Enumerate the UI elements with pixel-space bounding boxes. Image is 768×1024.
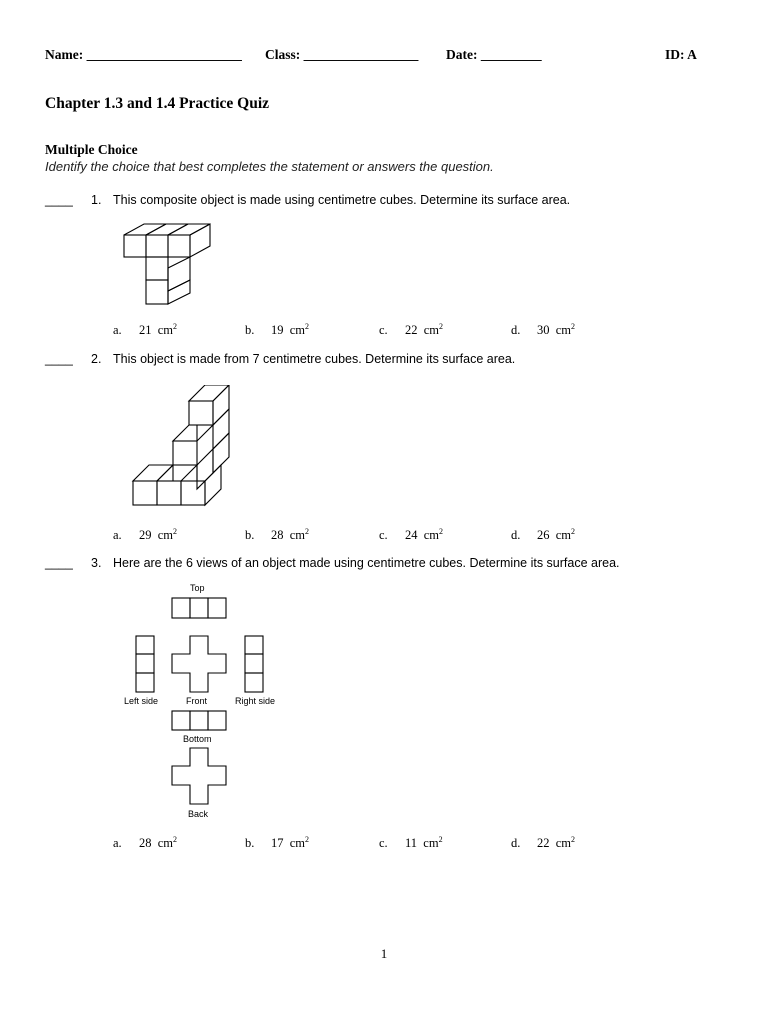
class-field	[265, 47, 418, 63]
question-text: This composite object is made using centimetre cubes. Determine its surface area.	[113, 193, 571, 207]
question-number: 3.	[91, 556, 102, 570]
question-text: This object is made from 7 centimetre cubes. Determine its surface area.	[113, 352, 516, 366]
choice-b[interactable]: b. 19 $cm^2$	[245, 322, 310, 338]
date-label: Date:	[446, 47, 478, 62]
composite-cube-figure	[120, 222, 220, 310]
choice-d[interactable]: d. 22 $cm^2$	[511, 835, 576, 851]
choice-c[interactable]: c. 24 $cm^2$	[379, 527, 444, 543]
choice-c[interactable]: c. 22 $cm^2$	[379, 322, 444, 338]
view-label-bottom: Bottom	[183, 734, 212, 744]
choice-b[interactable]: b. 28 $cm^2$	[245, 527, 310, 543]
choice-a[interactable]: a. 29 $cm^2$	[113, 527, 178, 543]
view-label-top: Top	[190, 583, 205, 593]
id-label: ID: A	[665, 47, 697, 62]
name-blank: _______________________	[86, 47, 242, 62]
answer-blank: ____	[45, 193, 73, 207]
class-blank: _________________	[303, 47, 419, 62]
choice-a[interactable]: a. 21 $cm^2$	[113, 322, 178, 338]
question-text: Here are the 6 views of an object made using centimetre cubes. Determine its surface area.	[113, 556, 620, 570]
answer-blank: ____	[45, 352, 73, 366]
choice-d[interactable]: d. 30 $cm^2$	[511, 322, 576, 338]
view-label-back: Back	[188, 809, 209, 819]
quiz-title: Chapter 1.3 and 1.4 Practice Quiz	[45, 95, 270, 112]
section-instructions: Identify the choice that best completes the statement or answers the question.	[45, 159, 494, 174]
question-number: 1.	[91, 193, 102, 207]
name-field	[45, 47, 242, 63]
question-number: 2.	[91, 352, 102, 366]
date-field	[446, 47, 542, 63]
view-label-right: Right side	[235, 696, 276, 706]
answer-blank: ____	[45, 556, 73, 570]
staircase-cube-figure	[130, 385, 240, 507]
date-blank: _________	[480, 47, 542, 62]
page-number: 1	[380, 946, 388, 961]
choice-c[interactable]: c. 11 $cm^2$	[379, 835, 443, 851]
choice-a[interactable]: a. 28 $cm^2$	[113, 835, 178, 851]
class-label: Class:	[265, 47, 301, 62]
name-label: Name:	[45, 47, 84, 62]
view-label-left: Left side	[124, 696, 159, 706]
choice-b[interactable]: b. 17 $cm^2$	[245, 835, 310, 851]
choice-d[interactable]: d. 26 $cm^2$	[511, 527, 576, 543]
six-views-figure	[118, 582, 298, 824]
view-label-front: Front	[186, 696, 208, 706]
section-heading: Multiple Choice	[45, 142, 138, 157]
